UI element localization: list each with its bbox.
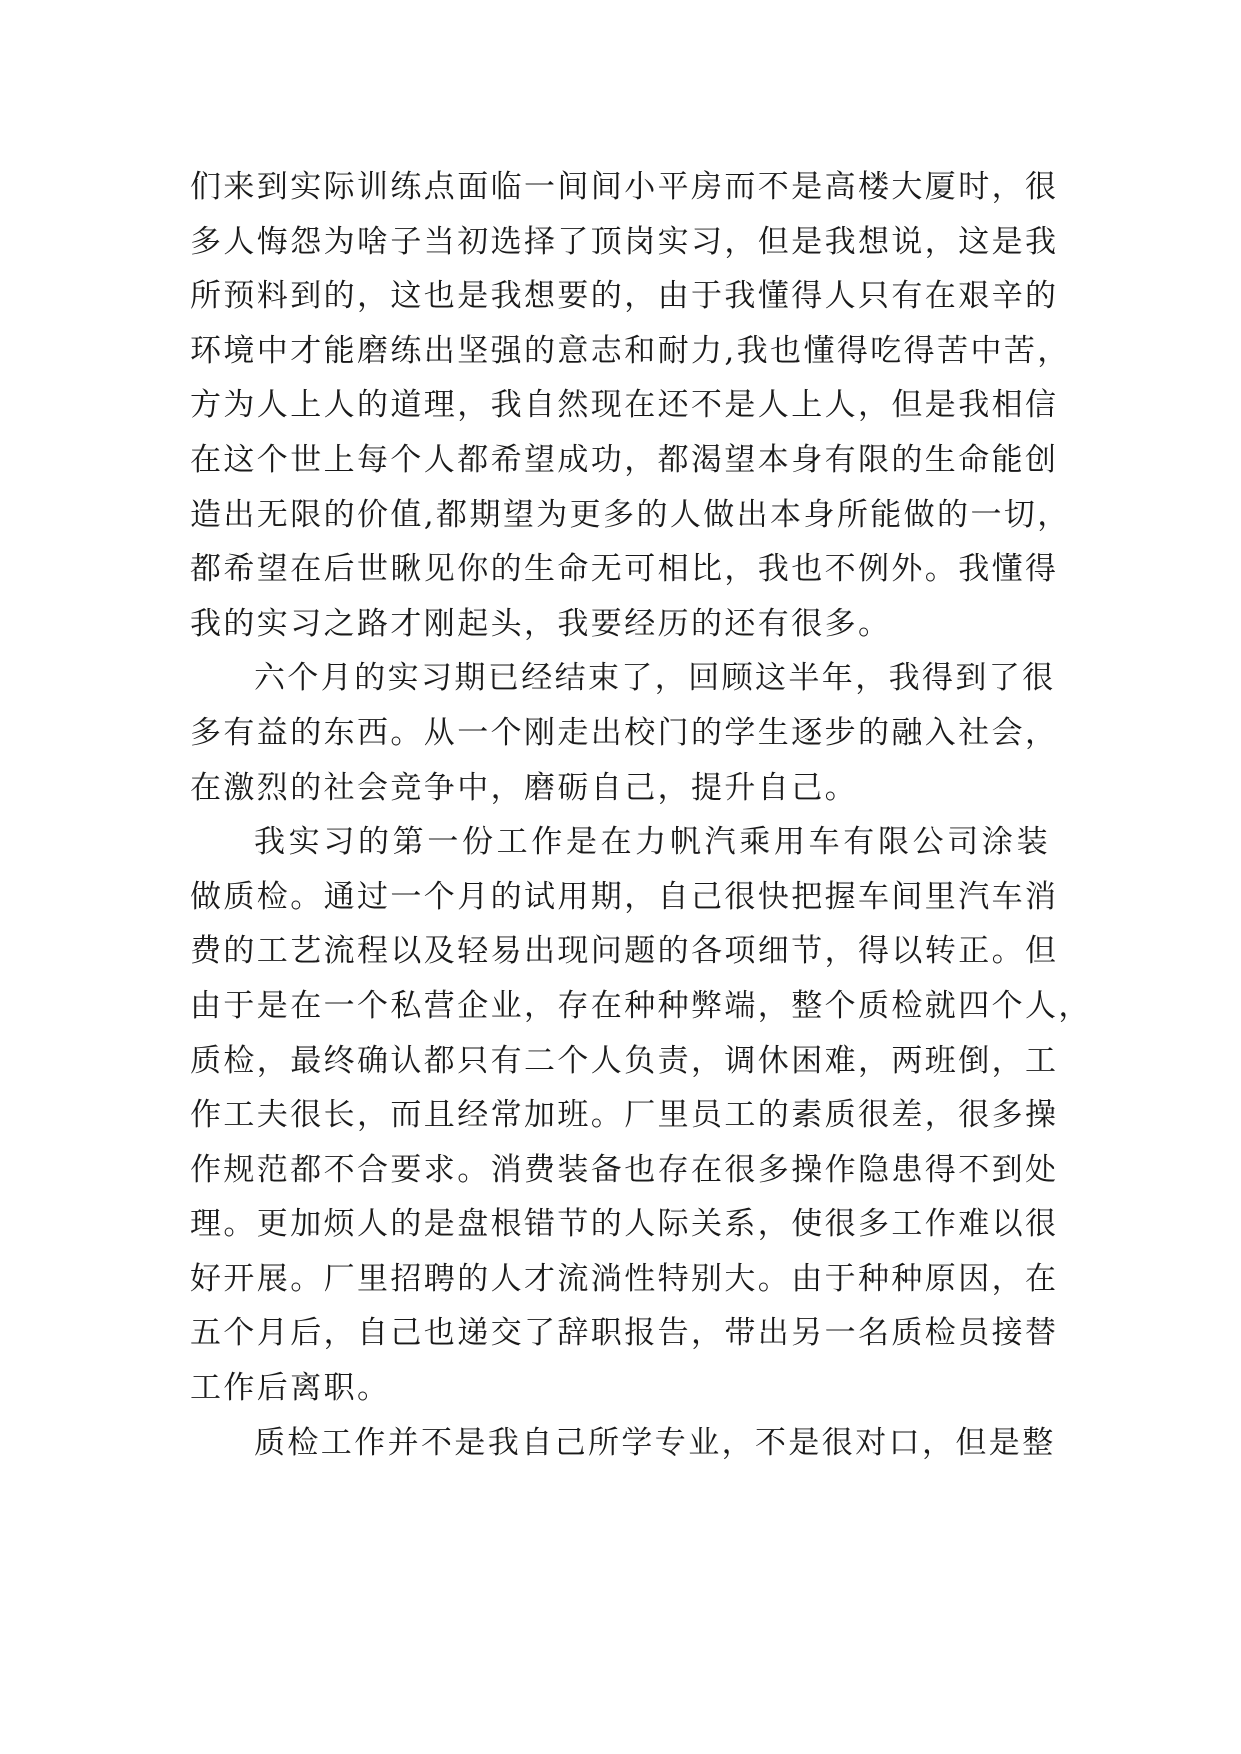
text-line: 都希望在后世瞅见你的生命无可相比，我也不例外。我懂得 — [190, 551, 1059, 588]
text-line: 理。更加烦人的是盘根错节的人际关系，使很多工作难以很 — [190, 1206, 1059, 1243]
text-line: 多人悔怨为啥子当初选择了顶岗实习，但是我想说，这是我 — [190, 223, 1059, 260]
paragraph-2 — [190, 651, 1059, 815]
text-line: 作规范都不合要求。消费装备也存在很多操作隐患得不到处 — [190, 1151, 1059, 1188]
text-line: 作工夫很长，而且经常加班。厂里员工的素质很差，很多操 — [190, 1097, 1059, 1134]
text-line: 多有益的东西。从一个刚走出校门的学生逐步的融入社会， — [190, 714, 1059, 751]
text-line: 在这个世上每个人都希望成功，都渴望本身有限的生命能创 — [190, 441, 1059, 478]
text-line: 好开展。厂里招聘的人才流淌性特别大。由于种种原因，在 — [190, 1260, 1059, 1297]
paragraph-4 — [190, 1416, 1056, 1471]
text-line: 六个月的实习期已经结束了，回顾这半年，我得到了很 — [254, 660, 1056, 697]
text-line: 们来到实际训练点面临一间间小平房而不是高楼大厦时，很 — [190, 169, 1059, 205]
text-line: 我的实习之路才刚起头，我要经历的还有很多。 — [190, 605, 892, 642]
text-line: 费的工艺流程以及轻易出现问题的各项细节，得以转正。但 — [190, 933, 1059, 970]
text-line: 质检，最终确认都只有二个人负责，调休困难，两班倒，工 — [190, 1042, 1059, 1079]
text-line: 我实习的第一份工作是在力帆汽乘用车有限公司涂装 — [254, 824, 1050, 861]
text-line: 方为人上人的道理，我自然现在还不是人上人，但是我相信 — [190, 387, 1059, 424]
text-line: 由于是在一个私营企业，存在种种弊端，整个质检就四个人， — [190, 987, 1092, 1024]
text-line: 五个月后，自己也递交了辞职报告，带出另一名质检员接替 — [190, 1315, 1059, 1352]
paragraph-1 — [190, 160, 1071, 651]
text-line: 做质检。通过一个月的试用期，自己很快把握车间里汽车消 — [190, 878, 1059, 915]
text-line: 质检工作并不是我自己所学专业，不是很对口，但是整 — [254, 1424, 1056, 1461]
text-line: 工作后离职。 — [190, 1370, 391, 1407]
document-body — [190, 160, 1092, 1470]
paragraph-3 — [190, 815, 1092, 1416]
text-line: 在激烈的社会竞争中，磨砺自己，提升自己。 — [190, 769, 858, 806]
text-line: 环境中才能磨练出坚强的意志和耐力,我也懂得吃得苦中苦， — [190, 332, 1071, 369]
text-line: 造出无限的价值,都期望为更多的人做出本身所能做的一切， — [190, 496, 1071, 533]
text-line: 所预料到的，这也是我想要的，由于我懂得人只有在艰辛的 — [190, 278, 1059, 315]
